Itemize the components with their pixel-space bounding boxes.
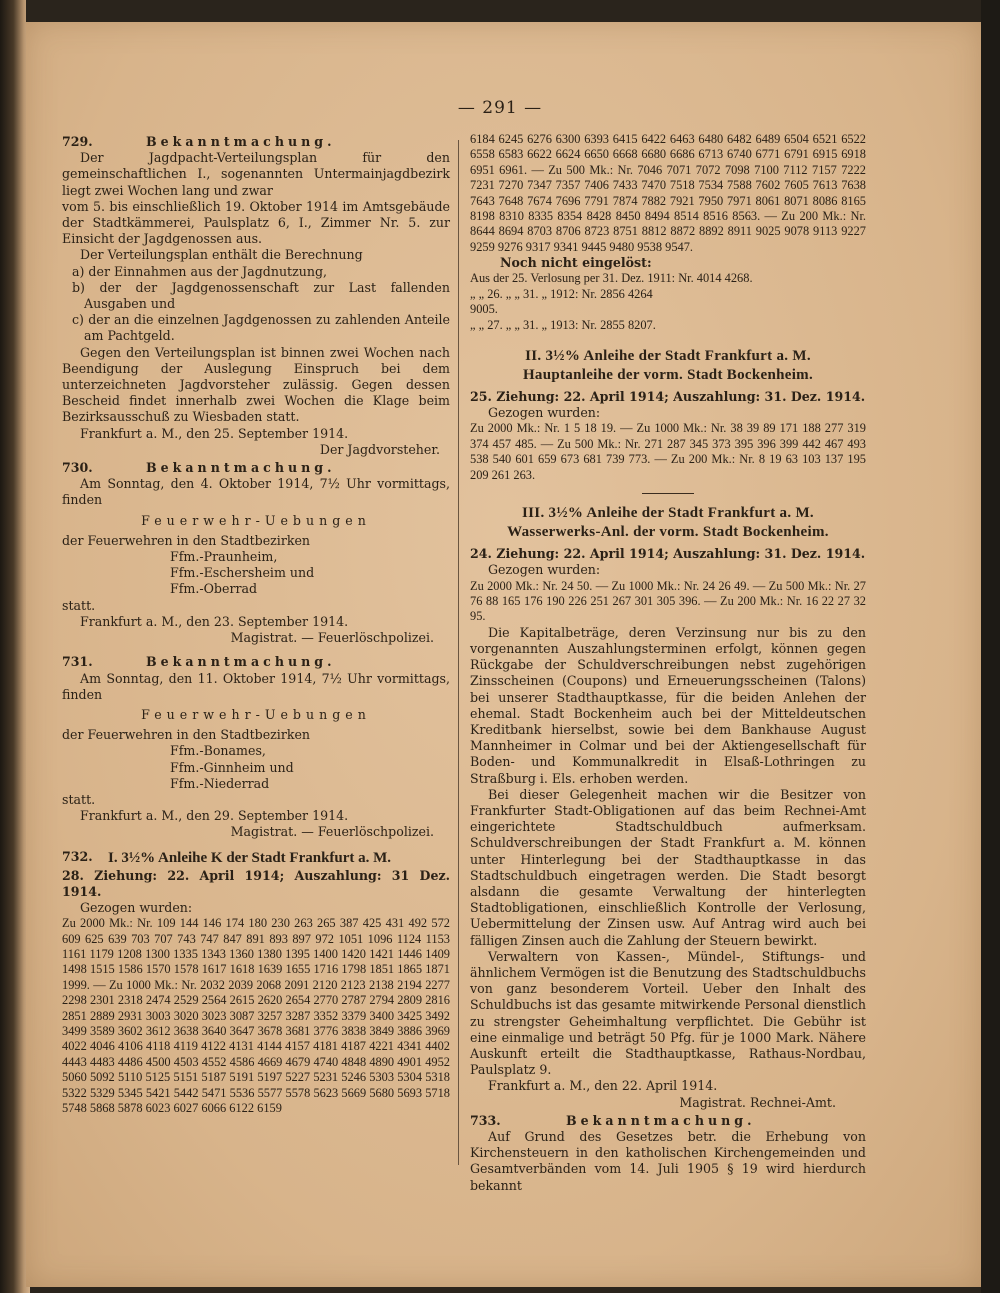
loan-title: III. 3½% Anleihe der Stadt Frankfurt a. M. [522, 505, 814, 522]
list-item: c) der an die einzelnen Jagdgenossen zu zahlenden Anteile am Pachtgeld. [72, 312, 450, 344]
draw-line: 24. Ziehung: 22. April 1914; Auszahlung: 31. Dez. 1914. [470, 546, 866, 562]
notice-731 [62, 654, 450, 840]
paragraph: Am Sonntag, den 11. Oktober 1914, 7½ Uhr vormittags, finden [62, 670, 450, 702]
list-item: a) der Einnahmen aus der Jagdnutzung, [72, 263, 328, 279]
scan-background-right [981, 0, 1000, 1293]
notice-title: Bekanntmachung. [566, 1112, 756, 1128]
left-column [62, 132, 450, 1116]
paragraph: der Feuerwehren in den Stadtbezirken [62, 727, 311, 743]
district-item: Ffm.-Eschersheim und [170, 565, 315, 581]
paragraph: Am Sonntag, den 4. Oktober 1914, 7½ Uhr vormittags, finden [62, 476, 450, 508]
exercise-heading: Feuerwehr-Uebungen [141, 706, 371, 722]
scan-background-top [26, 0, 981, 22]
notice-number: 729. [62, 134, 93, 149]
notice-number: 731. [62, 654, 93, 670]
notice-732 [62, 849, 450, 1117]
paragraph: Bei dieser Gelegenheit machen wir die Besitzer von Frankfurter Stadt-Obligationen auf das beim Rechnei-Amt eingerichtete Stadtschuldbuch aufmerksam. Schuldverschreibungen der Stadt Frankfurt a. M. können unter Hinterlegung bei der Stadthauptkasse in das Stadtschuldbuch eingetragen werden. Die Stadt besorgt alsdann die gesamte Verwaltung der hinterlegten Stadtobligationen, einschließlich Kontrolle der Verlosung, Uebermittelung der Zinsen usw. Auf Antrag wird auch bei fälligen Zinsen auch die Zahlung der Steuern bewirkt. [470, 786, 866, 948]
signature: Magistrat. Rechnei-Amt. [679, 1094, 836, 1110]
section-rule [642, 493, 694, 494]
loan-section-2 [470, 347, 866, 483]
unredeemed-line: „ „ 27. „ „ 31. „ 1913: Nr. 2855 8207. [470, 317, 656, 332]
paragraph: der Feuerwehren in den Stadtbezirken [62, 532, 311, 548]
date-line: Frankfurt a. M., den 25. September 1914. [80, 425, 349, 441]
paragraph: vom 5. bis einschließlich 19. Oktober 1914 im Amtsgebäude der Stadtkämmerei, Paulsplatz 6, I., Zimmer Nr. 5. zur Einsicht der Jagdgenossen aus. [62, 198, 450, 247]
loan-section-3 [470, 504, 866, 1111]
loan-subtitle: Wasserwerks-Anl. der vorm. Stadt Bockenheim. [507, 524, 829, 541]
notice-title: Bekanntmachung. [146, 460, 336, 476]
paragraph: Gegen den Verteilungsplan ist binnen zwei Wochen nach Beendigung der Auslegung Einspruch bei dem unterzeichneten Jagdvorsteher zulässig. Gegen dessen Bescheid findet innerhalb zwei Wochen die Klage beim Bezirksausschuß zu Wiesbaden statt. [62, 344, 450, 425]
notice-733 [470, 1113, 866, 1194]
unredeemed-line: 9005. [470, 302, 498, 317]
page-number: — 291 — [457, 98, 543, 118]
drawn-numbers-continued: 6184 6245 6276 6300 6393 6415 6422 6463 6480 6482 6489 6504 6521 6522 6558 6583 6622 6624 6650 6668 6680 6686 6713 6740 6771 6791 6915 6918 6951 6961. — Zu 500 Mk.: Nr. 7046 7071 7072 7098 7100 7112 7157 7222 7231 7270 7347 7357 7406 7433 7470 7518 7534 7588 7602 7605 7613 7638 7643 7648 7674 7696 7791 7874 7882 7921 7950 7971 8061 8071 8086 8165 8198 8310 8335 8354 8428 8450 8494 8514 8516 8563. — Zu 200 Mk.: Nr. 8644 8694 8703 8706 8723 8751 8812 8872 8892 8911 9025 9078 9113 9227 9259 9276 9317 9341 9445 9480 9538 9547. [470, 132, 866, 254]
drawn-label: Gezogen wurden: [80, 899, 193, 915]
drawn-label: Gezogen wurden: [488, 562, 601, 578]
notice-title: Bekanntmachung. [146, 134, 336, 149]
date-line: Frankfurt a. M., den 29. September 1914. [80, 808, 349, 824]
list-item: b) der der Jagdgenossenschaft zur Last fallenden Ausgaben und [72, 279, 450, 312]
signature: Magistrat. — Feuerlöschpolizei. [230, 630, 434, 646]
loan-title: II. 3½% Anleihe der Stadt Frankfurt a. M. [525, 348, 811, 365]
drawn-numbers: Zu 2000 Mk.: Nr. 24 50. — Zu 1000 Mk.: Nr. 24 26 49. — Zu 500 Mk.: Nr. 27 76 88 165 176 190 226 251 267 301 305 396. — Zu 200 Mk.: Nr. 16 22 27 32 95. [470, 578, 866, 624]
date-line: Frankfurt a. M., den 22. April 1914. [488, 1078, 718, 1094]
district-item: Ffm.-Niederrad [170, 775, 270, 791]
drawn-numbers: Zu 2000 Mk.: Nr. 109 144 146 174 180 230 263 265 387 425 431 492 572 609 625 639 703 707 743 747 847 891 893 897 972 1051 1096 1124 1153 1161 1179 1208 1300 1335 1343 1360 1380 1395 1400 1420 1421 1446 1409 1498 1515 1586 1570 1578 1617 1618 1639 1655 1716 1798 1851 1865 1871 1999. — Zu 1000 Mk.: Nr. 2032 2039 2068 2091 2120 2123 2138 2194 2277 2298 2301 2318 2474 2529 2564 2615 2620 2654 2770 2787 2794 2809 2816 2851 2889 2931 3003 3020 3023 3087 3257 3287 3352 3379 3400 3425 3492 3499 3589 3602 3612 3638 3640 3647 3678 3681 3776 3838 3849 3886 3969 4022 4046 4106 4118 4119 4122 4131 4144 4157 4181 4187 4221 4341 4402 4443 4483 4486 4500 4503 4552 4586 4669 4679 4740 4848 4890 4901 4952 5060 5092 5110 5125 5151 5187 5191 5197 5227 5231 5246 5303 5304 5318 5322 5329 5345 5421 5442 5471 5536 5577 5578 5623 5669 5680 5693 5718 5748 5868 5878 6023 6027 6066 6122 6159 [62, 916, 450, 1116]
district-item: Ffm.-Bonames, [170, 743, 266, 759]
draw-line: 28. Ziehung: 22. April 1914; Auszahlung: 31 Dez. 1914. [62, 867, 450, 899]
paragraph: statt. [62, 597, 96, 613]
signature: Magistrat. — Feuerlöschpolizei. [230, 824, 434, 840]
notice-729 [62, 134, 450, 458]
unredeemed-heading: Noch nicht eingelöst: [500, 255, 652, 271]
exercise-heading: Feuerwehr-Uebungen [141, 512, 371, 528]
date-line: Frankfurt a. M., den 23. September 1914. [80, 613, 349, 629]
paragraph: Die Kapitalbeträge, deren Verzinsung nur bis zu den vorgenannten Auszahlungsterminen erfolgt, können gegen Rückgabe der Schuldverschreibungen nebst zugehörigen Zinsscheinen (Coupons) und Erneuerungsscheinen (Talons) bei unserer Stadthauptkasse, für die beiden Anlehen der ehemal. Stadt Bockenheim auch bei der Mitteldeutschen Kreditbank hierselbst, sowie bei dem Bankhause August Mannheimer in Colmar und bei der Aktiengesellschaft für Boden- und Kommunalkredit in Elsaß-Lothringen zu Straßburg i. Els. erhoben werden. [470, 624, 866, 786]
notice-number: 732. [62, 848, 93, 864]
paragraph: Verwaltern von Kassen-, Mündel-, Stiftungs- und ähnlichem Vermögen ist die Benutzung des Stadtschuldbuchs von ganz besonderem Vorteil. Ueber den Inhalt des Schuldbuchs ist das gesamte mitwirkende Personal dienstlich zu strengster Geheimhaltung verpflichtet. Die Gebühr ist eine einmalige und beträgt 50 Pfg. für je 1000 Mark. Nähere Auskunft erteilt die Stadthauptkasse, Rathaus-Nordbau, Paulsplatz 9. [470, 948, 866, 1078]
notice-number: 733. [470, 1112, 501, 1128]
signature: Der Jagdvorsteher. [319, 441, 440, 457]
drawn-label: Gezogen wurden: [488, 405, 601, 421]
notice-number: 730. [62, 460, 93, 476]
loan-subtitle: Hauptanleihe der vorm. Stadt Bockenheim. [522, 367, 814, 384]
district-item: Ffm.-Ginnheim und [170, 759, 294, 775]
paragraph: Auf Grund des Gesetzes betr. die Erhebung von Kirchensteuern in den katholischen Kirchengemeinden und Gesamtverbänden vom 14. Juli 1905 § 19 wird hierdurch bekannt [470, 1129, 866, 1193]
paragraph: statt. [62, 791, 96, 807]
column-divider [458, 140, 459, 1165]
paragraph: Der Verteilungsplan enthält die Berechnung [80, 247, 363, 263]
drawn-numbers: Zu 2000 Mk.: Nr. 1 5 18 19. — Zu 1000 Mk.: Nr. 38 39 89 171 188 277 319 374 457 485. — Zu 500 Mk.: Nr. 271 287 345 373 395 396 399 442 467 493 538 540 601 659 673 681 739 773. — Zu 200 Mk.: Nr. 8 19 63 103 137 195 209 261 263. [470, 421, 866, 482]
paragraph: Der Jagdpacht-Verteilungsplan für den gemeinschaftlichen I., sogenannten Untermainjagdbezirk liegt zwei Wochen lang und zwar [62, 150, 450, 198]
right-column [470, 132, 866, 1194]
district-item: Ffm.-Praunheim, [170, 549, 278, 565]
notice-title: Bekanntmachung. [146, 654, 336, 670]
notice-730 [62, 460, 450, 646]
unredeemed-line: „ „ 26. „ „ 31. „ 1912: Nr. 2856 4264 [470, 286, 653, 301]
loan-title: I. 3½% Anleihe K der Stadt Frankfurt a. M. [108, 849, 392, 866]
unredeemed-line: Aus der 25. Verlosung per 31. Dez. 1911: Nr. 4014 4268. [470, 271, 753, 286]
draw-line: 25. Ziehung: 22. April 1914; Auszahlung: 31. Dez. 1914. [470, 389, 866, 405]
district-item: Ffm.-Oberrad [170, 581, 258, 597]
